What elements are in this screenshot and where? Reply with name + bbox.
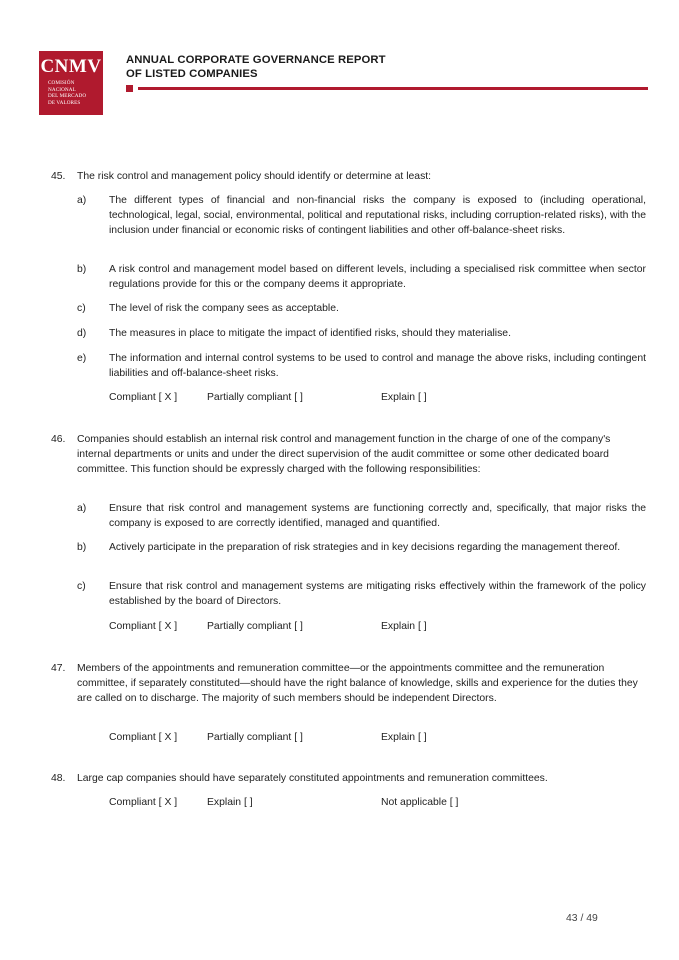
- option-explain: Explain [ ]: [381, 621, 427, 632]
- option-partially-compliant: Partially compliant [ ]: [207, 392, 303, 403]
- subitem-letter: c): [77, 581, 86, 592]
- option-compliant: Compliant [ X ]: [109, 392, 178, 403]
- subitem-text: The information and internal control systems to be used to control and manage the above risks, including contingent liabilities and off-balance-sheet risks.: [109, 353, 646, 380]
- item-text: Large cap companies should have separately constituted appointments and remuneration committees.: [77, 773, 548, 784]
- subitem-letter: d): [77, 328, 87, 339]
- option-explain: Explain [ ]: [381, 392, 427, 403]
- option-compliant: Compliant [ X ]: [109, 621, 178, 632]
- logo-subtitle: [48, 80, 86, 106]
- subitem-text: Ensure that risk control and management systems are functioning correctly and, specifically, that major risks the company is exposed to are correctly identified, managed and quantified.: [109, 503, 646, 530]
- header-rule: [138, 87, 648, 90]
- option-partially-compliant: Partially compliant [ ]: [207, 732, 303, 743]
- item-number: 46.: [51, 434, 66, 445]
- report-title-line1: ANNUAL CORPORATE GOVERNANCE REPORT: [126, 54, 386, 66]
- item-number: 47.: [51, 663, 66, 674]
- cnmv-logo: [39, 51, 103, 115]
- report-title: [126, 53, 386, 81]
- subitem-letter: a): [77, 503, 87, 514]
- logo-line: DEL MERCADO: [48, 93, 87, 100]
- option-not-applicable: Not applicable [ ]: [381, 797, 459, 808]
- subitem-letter: b): [77, 264, 87, 275]
- item-text: The risk control and management policy should identify or determine at least:: [77, 171, 432, 182]
- option-explain: Explain [ ]: [207, 797, 253, 808]
- logo-line: NACIONAL: [48, 86, 76, 93]
- page-number: 43 / 49: [566, 913, 598, 924]
- logo-mark: CNMV: [40, 56, 102, 77]
- option-partially-compliant: Partially compliant [ ]: [207, 621, 303, 632]
- subitem-text: The level of risk the company sees as acceptable.: [109, 303, 339, 314]
- subitem-letter: b): [77, 542, 87, 553]
- item-text: Companies should establish an internal risk control and management function in the charge of one of the company's internal departments or units and under the direct supervision of the audit committee or some other dedicated board committee. This function should be expressly charged with the following responsibilities:: [77, 434, 611, 476]
- option-explain: Explain [ ]: [381, 732, 427, 743]
- item-number: 48.: [51, 773, 66, 784]
- option-compliant: Compliant [ X ]: [109, 797, 178, 808]
- logo-line: COMISIÓN: [48, 80, 75, 86]
- subitem-letter: c): [77, 303, 86, 314]
- item-text: Members of the appointments and remuneration committee—or the appointments committee and the remuneration committee, if separately constituted—should have the right balance of knowledge, skills and experience for the duties they are called on to discharge. The majority of such members should be independent Directors.: [77, 663, 638, 705]
- subitem-text: A risk control and management model based on different levels, including a specialised risk committee when sector regulations provide for this or the company deems it appropriate.: [109, 264, 646, 291]
- subitem-text: Actively participate in the preparation of risk strategies and in key decisions regarding the management thereof.: [109, 542, 621, 553]
- option-compliant: Compliant [ X ]: [109, 732, 178, 743]
- header-rule-marker: [126, 85, 133, 92]
- report-title-line2: OF LISTED COMPANIES: [126, 68, 258, 80]
- subitem-text: The measures in place to mitigate the impact of identified risks, should they materialise.: [109, 328, 511, 339]
- subitem-text: The different types of financial and non-financial risks the company is exposed to (including operational, technological, legal, social, environmental, political and reputational risks, including corruption-related risks), with the inclusion under financial or economic risks of contingent liabilities and other off-balance-sheet risks.: [109, 195, 646, 237]
- subitem-letter: a): [77, 195, 87, 206]
- item-number: 45.: [51, 171, 66, 182]
- logo-line: DE VALORES: [48, 99, 81, 106]
- subitem-letter: e): [77, 353, 87, 364]
- subitem-text: Ensure that risk control and management systems are mitigating risks effectively within the framework of the policy established by the board of Directors.: [109, 581, 646, 608]
